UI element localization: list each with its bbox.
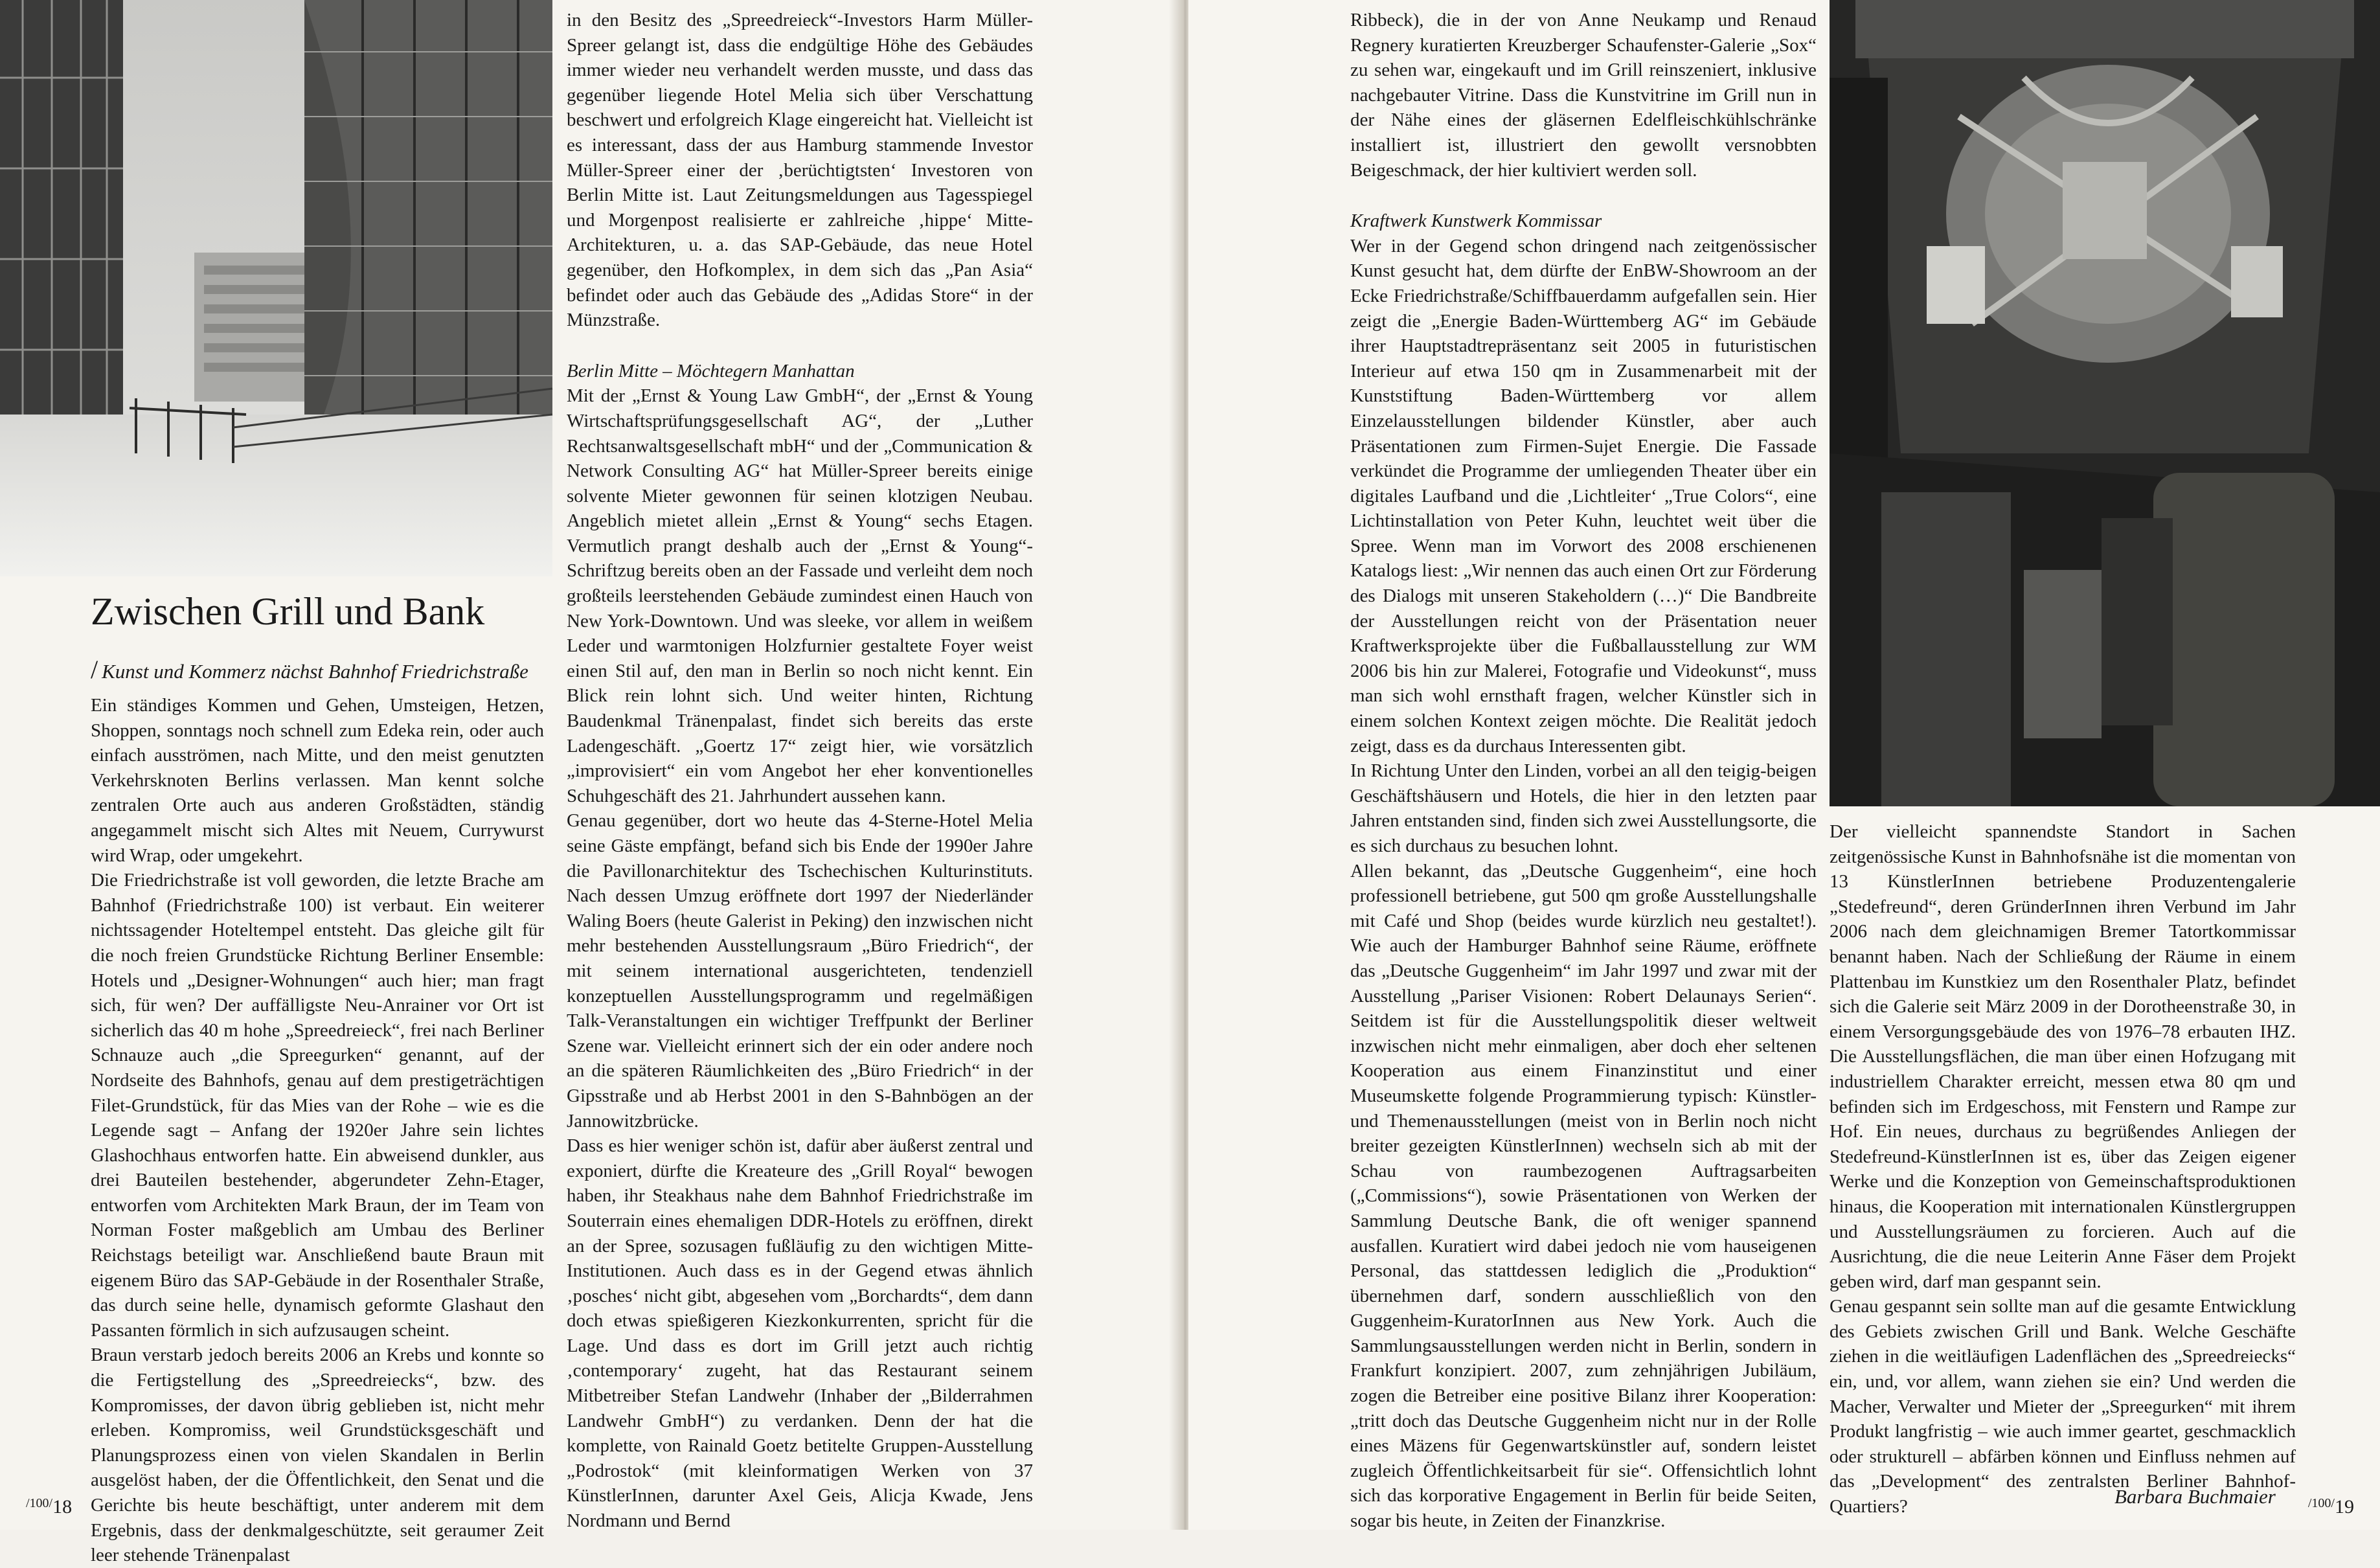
left-page bbox=[0, 0, 1182, 1566]
section-subheading: Kraftwerk Kunstwerk Kommissar bbox=[1350, 210, 1602, 232]
paragraph: Wer in der Gegend schon dringend nach zeitgenössischer Kunst gesucht hat, dem dürfte der EnBW-Showroom an der Ecke Friedrichstraße/Schiffbauerdamm aufgefallen sein. Hier zeigt die „Energie Baden-Württemberg AG“ im Gebäude ihrer Hauptstadtrepräsentanz seit 2005 in futuristischen Interieur auf etwa 150 qm in Zusammenarbeit mit der Kunststiftung Baden-Württemberg vor allem Einzelausstellungen bildender Künstler, aber auch Präsentationen zum Firmen-Sujet Energie. Die Fassade verkündet die Programme der umliegenden Theater über ein digitales Laufband und die ‚Lichtleiter‘ „True Colors“, eine Lichtinstallation von Peter Kuhn, leuchtet weit über die Spree. Wenn man im Vorwort des 2008 erschienenen Katalogs liest: „Wir nennen das auch einen Ort zur Förderung des Dialogs mit unseren Stakeholdern (…)“ Die Bandbreite der Ausstellungen reicht von der Präsentation neuer Kraftwerksprojekte über die Fußballausstellung zur WM 2006 bis hin zur Malerei, Fotografie und Videokunst“, muss man sich wohl ernsthaft fragen, welcher Künstler sich in einem solchen Kontext zeigen möchte. Die Realität jedoch zeigt, dass es da durchaus Interessenten gibt. bbox=[1350, 235, 1817, 756]
right-page bbox=[1188, 0, 2380, 1530]
paragraph: Der vielleicht spannendste Standort in Sachen zeitgenössische Kunst in Bahnhofsnähe ist die momentan von 13 KünstlerInnen betriebene Produzentengalerie „Stedefreund“, deren GründerInnen ihren Verbund im Jahr 2006 nach dem gleichnamigen Bremer Tatortkommissar benannt haben. Nach der Schließung der Räume in einem Plattenbau im Kunstkiez um den Rosenthaler Platz, befindet sich die Galerie seit März 2009 in der Dorotheenstraße 30, in einem Versorgungsgebäude des von 1976–78 erbauten IHZ. Die Ausstellungsflächen, die man über einen Hofzugang mit industriellem Charakter erreicht, messen etwa 80 qm und befinden sich im Erdgeschoss, mit Fenstern und Rampe zur Hof. Ein neues, durchaus zu begrüßendes Anliegen der Stedefreund-KünstlerInnen ist es, über das Zeigen eigener Werke und die Konzeption von Gemeinschaftsproduktionen hinaus, die Kooperation mit internationalen Künstlergruppen und Ausstellungsräumen zu forcieren. Auch auf die Ausrichtung, die die neue Leiterin Anne Fäser dem Projekt geben wird, darf man gespannt sein. bbox=[1830, 821, 2296, 1292]
paragraph: Genau gegenüber, dort wo heute das 4-Sterne-Hotel Melia seine Gäste empfängt, befand sich bis Ende der 1990er Jahre die Pavillonarchitektur des Tschechischen Kulturinstituts. Nach dessen Umzug eröffnete dort 1997 der Niederländer Waling Boers (heute Galerist in Peking) den inzwischen nicht mehr bestehenden Ausstellungsraum „Büro Friedrich“, der mit seinem international ausgerichteten, tendenziell konzeptuellen Ausstellungsprogramm und regelmäßigen Talk-Veranstaltungen ein wichtiger Treffpunkt der Berliner Szene war. Vielleicht erinnert sich der ein oder andere noch an die späteren Räumlichkeiten des „Büro Friedrich“ in der Gipsstraße und ab Herbst 2001 in den S-Bahnbögen an der Jannowitzbrücke. bbox=[567, 810, 1033, 1131]
right-column-2 bbox=[1830, 819, 2296, 1519]
paragraph: Mit der „Ernst & Young Law GmbH“, der „Ernst & Young Wirtschaftsprüfungsgesellschaft AG“, der „Luther Rechtsanwaltsgesellschaft mbH“ und der „Communication & Network Consulting AG“ hat Müller-Spreer bereits einige solvente Mieter gewonnen für seinen klotzigen Neubau. Angeblich mietet allein „Ernst & Young“ sechs Etagen. Vermutlich prangt deshalb auch der „Ernst & Young“-Schriftzug bereits oben an der Fassade und verleiht dem noch großteils leerstehenden Gebäude zumindest einen Hauch von New York-Downtown. Und was sleeke, vor allem in weißem Leder und warmtonigen Holzfurnier gestaltete Foyer weist einen Stil auf, den man in Berlin so noch nicht kennt. Ein Blick rein lohnt sich. Und weiter hinten, Richtung Baudenkmal Tränenpalast, findet sich bereits das erste Ladengeschäft. „Goertz 17“ zeigt hier, wie vorsätzlich „improvisiert“ ein vom Angebot her eher konventionelles Schuhgeschäft des 21. Jahrhundert aussehen kann. bbox=[567, 385, 1033, 806]
paragraph: Genau gespannt sein sollte man auf die gesamte Entwicklung des Gebiets zwischen Grill und Bank. Welche Geschäfte ziehen in die weitläufigen Ladenflächen des „Spreedreiecks“ ein, und, vor allem, wann ziehen sie ein? Und werden die Macher, Verwalter und Mieter der „Spreegurken“ mit ihrem Produkt langfristig – wie auch immer geartet, geschmacklich oder strukturell – abfärben können und Einfluss nehmen auf das „Development“ des zentralsten Berliner Bahnhof-Quartiers? bbox=[1830, 1296, 2296, 1517]
paragraph: Ribbeck), die in der von Anne Neukamp und Renaud Regnery kuratierten Kreuzberger Schaufenster-Galerie „Sox“ zu sehen war, eingekauft und im Grill reinszeniert, inklusive nachgebauter Vitrine. Dass die Kunstvitrine im Grill nun in der Nähe eines der gläsernen Edelfleischkühlschränke installiert ist, illustriert den gewollt versnobbten Beigeschmack, der hier kultiviert werden soll. bbox=[1350, 10, 1817, 181]
right-column-1 bbox=[1350, 8, 1817, 1534]
paragraph: In Richtung Unter den Linden, vorbei an all den teigig-beigen Geschäftshäusern und Hotels, die hier in den letzten paar Jahren entstanden sind, finden sich zwei Ausstellungsorte, die es sich durchaus zu besuchen lohnt. bbox=[1350, 760, 1817, 856]
left-column-2 bbox=[567, 8, 1033, 1534]
section-subheading: Berlin Mitte – Möchtegern Manhattan bbox=[567, 360, 855, 381]
folio-prefix: /100/ bbox=[26, 1496, 53, 1510]
paragraph: Dass es hier weniger schön ist, dafür aber äußerst zentral und exponiert, dürfte die Kreateure des „Grill Royal“ bewogen haben, ihr Steakhaus nahe dem Bahnhof Friedrichstraße im Souterrain eines ehemaligen DDR-Hotels zu eröffnen, direkt an der Spree, sozusagen fußläufig zu den wichtigen Mitte-Institutionen. Auch dass es in der Gegend etwas ähnlich ‚posches‘ nicht gibt, abgesehen vom „Borchardts“, dem dann doch etwas spießigeren Kiezkonkurrenten, spricht für die Lage. Und dass es dort im Grill jetzt auch richtig ‚contemporary‘ zugeht, hat das Restaurant seinem Mitbetreiber Stefan Landwehr (Inhaber der „Bilderrahmen Landwehr GmbH“) zu verdanken. Denn der hat die komplette, von Rainald Goetz betitelte Gruppen-Ausstellung „Podrostok“ (mit kleinformatigen Werken von 37 KünstlerInnen, darunter Axel Geis, Alicja Kwade, Jens Nordmann und Bernd bbox=[567, 1135, 1033, 1532]
folio-left bbox=[26, 1496, 72, 1518]
paragraph: Braun verstarb jedoch bereits 2006 an Krebs und konnte so die Fertigstellung des „Spreedreiecks“, bzw. des Kompromisses, der davon übrig geblieben ist, nicht mehr erleben. Kompromiss, weil Grundstücksgeschäft und Planungsprozess einen von vielen Skandalen in Berlin ausgelöst haben, der die Öffentlichkeit, den Senat und die Gerichte bis heute beschäftigt, unter anderem mit dem Ergebnis, dass der denkmalgeschützte, seit geraumer Zeit leer stehende Tränenpalast bbox=[91, 1345, 544, 1566]
folio-prefix: /100/ bbox=[2307, 1496, 2335, 1510]
paragraph: Allen bekannt, das „Deutsche Guggenheim“, eine hoch professionell betriebene, gut 500 qm große Ausstellungshalle mit Café und Shop (beides wurde kürzlich neu gestaltet!). Wie auch der Hamburger Bahnhof seine Räume, eröffnete das „Deutsche Guggenheim“ im Jahr 1997 und zwar mit der Ausstellung „Pariser Visionen: Robert Delaunays Serien“. Seitdem ist für die Ausstellungspolitik dieser weltweit inzwischen nicht mehr einmaligen, aber doch eher seltenen Kooperation aus einem Finanzinstitut und einer Museumskette folgende Programmierung typisch: Künstler- und Themenausstellungen (meist von in Berlin noch nicht breiter gezeigten KünstlerInnen) wechseln sich ab mit der Schau von raumbezogenen Auftragsarbeiten („Commissions“), sowie Präsentationen von Werken der Sammlung Deutsche Bank, die oft weniger spannend ausfallen. Kuratiert wird dabei jedoch nie vom hauseigenen Personal, das stattdessen lediglich die „Produktion“ übernehmen darf, sondern ausschließlich von den Guggenheim-KuratorInnen aus New York. Auch die Sammlungsausstellungen werden nicht in Berlin, sondern in Frankfurt konzipiert. 2007, zum zehnjährigen Jubiläum, zogen die Betreiber eine positive Bilanz ihrer Kooperation: „tritt doch das Deutsche Guggenheim nicht nur in der Rolle eines Mäzens für Gegenwartskünstler auf, sondern leistet zugleich Öffentlichkeitsarbeit für sie“. Offensichtlich lohnt sich das korporative Engagement in Berlin für beide Seiten, sogar bis heute, in Zeiten der Finanzkrise. bbox=[1350, 860, 1817, 1532]
subheadline-text: Kunst und Kommerz nächst Bahnhof Friedrichstraße bbox=[102, 660, 528, 683]
article-subheadline bbox=[91, 654, 528, 685]
slash-ornament: / bbox=[91, 655, 98, 684]
paragraph: Die Friedrichstraße ist voll geworden, die letzte Brache am Bahnhof (Friedrichstraße 100) ist verbaut. Ein weiterer nichtssagender Hoteltempel entsteht. Das gleiche gilt für die noch freien Grundstücke Richtung Berliner Ensemble: Hotels und „Designer-Wohnungen“ auch hier; man fragt sich, für wen? Der auffälligste Neu-Anrainer vor Ort ist sicherlich das 40 m hohe „Spreedreieck“, frei nach Berliner Schnauze auch „die Spreegurken“ genannt, auf der Nordseite des Bahnhofs, genau auf dem prestigeträchtigen Filet-Grundstück, für das Mies van der Rohe – wie es die Legende sagt – Anfang der 1920er Jahre sein lichtes Glashochhaus entworfen hatte. Ein abweisend dunkler, aus drei Bauteilen bestehender, abgerundeter Zehn-Etager, entworfen vom Architekten Mark Braun, der im Team von Norman Foster maßgeblich am Umbau des Berliner Reichstags beteiligt war. Anschließend baute Braun mit eigenem Büro das SAP-Gebäude in der Rosenthaler Straße, das durch seine helle, dynamisch geformte Glashaut den Passanten förmlich in sich aufzusaugen scheint. bbox=[91, 870, 544, 1341]
author-name: Barbara Buchmaier bbox=[2114, 1485, 2276, 1508]
folio-right bbox=[2308, 1496, 2354, 1518]
station-photo bbox=[0, 0, 552, 576]
folio-number: 18 bbox=[52, 1496, 73, 1517]
article-headline: Zwischen Grill und Bank bbox=[91, 590, 485, 633]
folio-number: 19 bbox=[2335, 1496, 2354, 1517]
interior-photo bbox=[1830, 0, 2380, 806]
left-column-1 bbox=[91, 693, 544, 1568]
paragraph: in den Besitz des „Spreedreieck“-Investors Harm Müller-Spreer gelangt ist, dass die endgültige Höhe des Gebäudes immer wieder neu verhandelt werden musste, und dass das gegenüber liegende Hotel Melia sich über Verschattung beschwert und erfolgreich Klage eingereicht hat. Vielleicht ist es interessant, dass der aus Hamburg stammende Investor Müller-Spreer einer der ‚berüchtigtsten‘ Investoren von Berlin Mitte ist. Laut Zeitungsmeldungen aus Tagesspiegel und Morgenpost realisierte er zahlreiche ‚hippe‘ Mitte-Architekturen, u. a. das SAP-Gebäude, das neue Hotel gegenüber, den Hofkomplex, in dem sich das „Pan Asia“ befindet oder auch das Gebäude des „Adidas Store“ in der Münzstraße. bbox=[567, 10, 1033, 331]
paragraph: Ein ständiges Kommen und Gehen, Umsteigen, Hetzen, Shoppen, sonntags noch schnell zum Edeka rein, oder auch einfach ausströmen, nach Mitte, und den meist genutzten Verkehrsknoten Berlins verlassen. Man kennt solche zentralen Orte auch aus anderen Großstädten, ständig angegammelt mischt sich Altes mit Neuem, Currywurst wird Wrap, oder umgekehrt. bbox=[91, 695, 544, 866]
